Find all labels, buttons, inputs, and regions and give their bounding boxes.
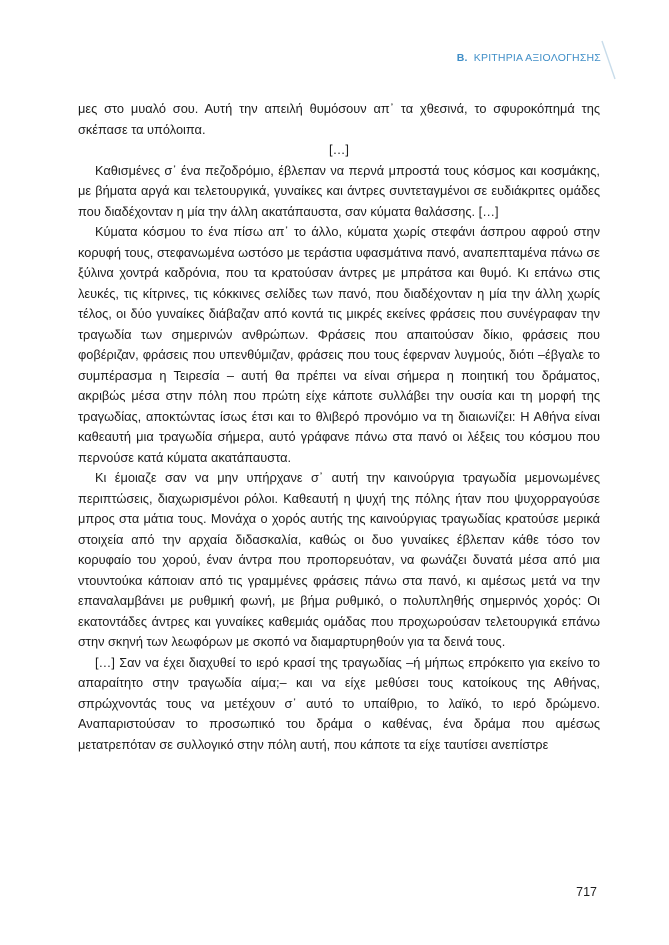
paragraph-2: Καθισμένες σ᾽ ένα πεζοδρόμιο, έβλεπαν να περνά μπροστά τους κόσμος και κοσμάκης, με βήματα αργά και τελετουργικά, γυναίκες και άντρες συντεταγμένοι σε ευδιάκριτες ομάδες που διαδέχονταν η μία την άλλη ακατάπαυστα, σαν κύματα θαλάσσης. […] [78,162,600,219]
paragraph-4: Κι έμοιαζε σαν να μην υπήρχανε σ᾽ αυτή την καινούργια τραγωδία μεμονωμένες περιπτώσεις, διαχωρισμένοι ρόλοι. Καθεαυτή η ψυχή της πόλης ήταν που ψυχορραγούσε μπρος στα μάτια τους. Μονάχα ο χορός αυτής της καινούργιας τραγωδίας κρατούσε μερικά στοιχεία από την αρχαία διδασκαλία, καθώς οι δυο γυναίκες έβλεπαν κάθε τόσο τον κορυφαίο του χορού, έναν άντρα που προπορευόταν, να φωνάζει δυνατά μέσα από μια ντουντούκα κάποιαν από τις γραμμένες φράσεις πάνω στα πανό, κι αμέσως μετά να την επαναλαμβάνει με ρυθμική φωνή, με βήμα ρυθμικό, ο πολυπληθής σημερινός χορός: Οι εκατοντάδες άντρες και γυναίκες καθεμιάς ομάδας που προχωρούσαν τελετουργικά επάνω στην σκηνή των λεωφόρων με σκοπό να διαμαρτυρηθούν για τα δεινά τους. [78,470,600,649]
section-title: ΚΡΙΤΗΡΙΑ ΑΞΙΟΛΟΓΗΣΗΣ [473,52,601,64]
body-text [78,99,600,755]
section-header [457,52,601,64]
ellipsis-marker: […] [329,142,349,157]
paragraph-1: μες στο μυαλό σου. Αυτή την απειλή θυμόσουν απ᾽ τα χθεσινά, το σφυροκόπημά της σκέπασε τα υπόλοιπα. [78,101,600,137]
paragraph-5: […] Σαν να έχει διαχυθεί το ιερό κρασί της τραγωδίας –ή μήπως επρόκειτο για εκείνο το απαραίτητο στην τραγωδία αίμα;– και να είχε μεθύσει τους κατοίκους της Αθήνας, σπρώχνοντάς τους να μετέχουν σ᾽ αυτό το υπαίθριο, το λαϊκό, το ιερό δρώμενο. Αναπαριστούσαν το προσωπικό του δράμα ο καθένας, ένα δράμα που αμέσως μετατρεπόταν σε συλλογικό στην πόλη αυτή, που κάποτε τα είχε ταυτίσει ανεπίστρε [78,654,600,752]
section-letter: Β. [456,52,468,64]
header-divider-line [601,40,617,80]
page-number: 717 [576,885,597,899]
paragraph-3: Κύματα κόσμου το ένα πίσω απ᾽ το άλλο, κύματα χωρίς στεφάνι άσπρου αφρού στην κορυφή τους, στεφανωμένα ωστόσο με τεράστια υφασμάτινα πανό, αναπεπταμένα πάνω σε ξύλινα χοντρά καδρόνια, που τα κρατούσαν άντρες με μπράτσα και θυμό. Κι επάνω στις λευκές, τις κίτρινες, τις κόκκινες σελίδες των πανό, που διαδέχονταν η μία την άλλη χωρίς τέλος, οι δύο γυναίκες διάβαζαν από κοντά τις μικρές εκείνες φράσεις που συνέγραφαν την τραγωδία των σημερινών ανθρώπων. Φράσεις που απαιτούσαν δίκιο, φράσεις που φοβέριζαν, φράσεις που υπενθύμιζαν, φράσεις που τους έφερναν λυγμούς, διότι –έβγαλε το συμπέρασμα η Τειρεσία – αυτή θα πρέπει να είναι σήμερα η ποιητική του δράματος, ακριβώς μέσα στην πόλη που πρώτη είχε κάποτε συλλάβει την ουσία και τη μορφή της τραγωδίας, αποκτώντας ίσως έτσι και το θλιβερό προνόμιο να τη διαιωνίζει: Η Αθήνα είναι καθεαυτή μια τραγωδία σήμερα, αυτό γράφανε πάνω στα πανό οι λέξεις του κόσμου που περνούσε κατά κύματα ακατάπαυστα. [78,224,600,465]
